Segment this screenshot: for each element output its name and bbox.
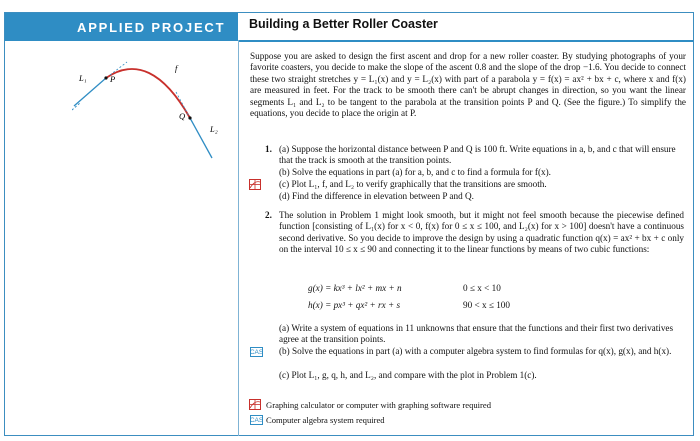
intro-paragraph: Suppose you are asked to design the first ascent and drop for a new roller coaster. By studying photographs of your favorite coasters, you decide to make the slope of the ascent 0.8 and the slope of the drop −1.6. You decide to connect these two straight stretches y = L₁(x) and y = L₂(x) with part of a parabola y = f(x) = ax² + bx + c, where x and f(x) are measured in feet. For the track to be smooth there can't be abrupt changes in direction, so you want the linear segments L₁ and L₂ to be tangent to the parabola at the transition points P and Q. (See the figure.) To simplify the equations, you decide to place the origin at P. bbox=[250, 51, 686, 119]
problem-2a: (a) Write a system of equations in 11 unknowns that ensure that the functions and their first two derivatives agree at the transition points. bbox=[279, 323, 674, 345]
equation-h-domain: 90 < x ≤ 100 bbox=[463, 300, 510, 310]
problem-1-number: 1. bbox=[265, 144, 272, 154]
problem-2-text: The solution in Problem 1 might look smooth, but it might not feel smooth because the piecewise defined function [consisting of L₁(x) for x < 0, f(x) for 0 ≤ x ≤ 100, and L₂(x) for x > 100] doesn't have a continuous second derivative. So you decide to improve the design by using a quadratic function q(x) = ax² + bx + c only on the interval 10 ≤ x ≤ 90 and connecting it to the linear functions by means of two cubic functions: bbox=[279, 210, 684, 255]
graphing-calculator-legend-icon bbox=[249, 399, 261, 410]
parabola-f bbox=[106, 69, 190, 118]
equation-g-domain: 0 ≤ x < 10 bbox=[463, 283, 501, 293]
project-title: Building a Better Roller Coaster bbox=[249, 17, 438, 31]
problem-1a: (a) Suppose the horizontal distance between P and Q is 100 ft. Write equations in a, b, and c that will ensure that the track is smooth at the transition points. bbox=[279, 144, 676, 166]
legend-cas: Computer algebra system required bbox=[266, 415, 385, 425]
column-divider bbox=[238, 40, 239, 436]
problem-2-number: 2. bbox=[265, 210, 272, 220]
equation-g: g(x) = kx³ + lx² + mx + n bbox=[308, 283, 402, 293]
problem-1c: (c) Plot L₁, f, and L₂ to verify graphically that the transitions are smooth. bbox=[279, 179, 547, 189]
label-p: P bbox=[110, 74, 116, 84]
problem-2b: (b) Solve the equations in part (a) with a computer algebra system to find formulas for q(x), g(x), and h(x). bbox=[279, 346, 672, 356]
line-l2 bbox=[190, 118, 212, 158]
problem-1b: (b) Solve the equations in part (a) for a, b, and c to find a formula for f(x). bbox=[279, 167, 551, 177]
label-l2: L₂ bbox=[210, 124, 218, 134]
problem-2c: (c) Plot L₁, g, q, h, and L₂, and compare with the plot in Problem 1(c). bbox=[279, 370, 537, 380]
graphing-calculator-icon bbox=[249, 179, 261, 190]
problem-1d: (d) Find the difference in elevation between P and Q. bbox=[279, 191, 474, 201]
label-f: f bbox=[175, 63, 178, 73]
label-l1: L₁ bbox=[79, 73, 87, 83]
label-q: Q bbox=[179, 111, 186, 121]
cas-icon: CAS bbox=[249, 348, 264, 356]
cas-legend-icon: CAS bbox=[249, 416, 264, 424]
equation-h: h(x) = px³ + qx² + rx + s bbox=[308, 300, 401, 310]
legend-graphing: Graphing calculator or computer with graphing software required bbox=[266, 400, 492, 410]
roller-coaster-figure bbox=[72, 54, 232, 162]
header-rule bbox=[238, 40, 693, 42]
applied-project-label: APPLIED PROJECT bbox=[5, 13, 238, 41]
